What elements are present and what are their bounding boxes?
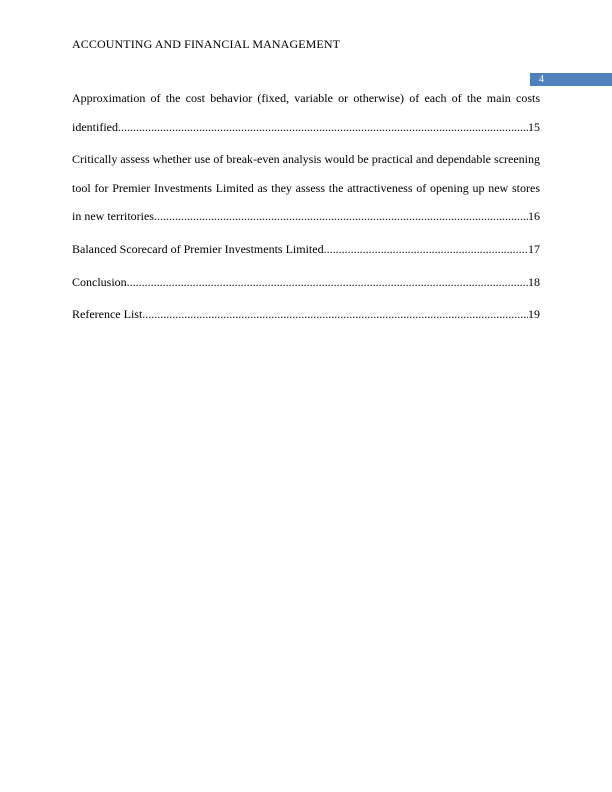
- toc-page-number: 16: [528, 209, 540, 224]
- dot-leader: [154, 202, 528, 231]
- toc-entry-text-line: Balanced Scorecard of Premier Investments Limited: [72, 241, 324, 256]
- toc-entry-text-line: Reference List: [72, 307, 143, 322]
- toc-entry-leader-line: [72, 235, 540, 264]
- toc-entry-balanced-scorecard[interactable]: [72, 235, 540, 264]
- toc-entry-text-line: tool for Premier Investments Limited as they assess the attractiveness of opening up new stores: [72, 180, 540, 195]
- toc-page-number: 15: [528, 119, 540, 134]
- toc-entry-reference-list[interactable]: [72, 300, 540, 329]
- toc-page-number: 17: [528, 241, 540, 256]
- toc-entry-text-line: Approximation of the cost behavior (fixed, variable or otherwise) of each of the main costs: [72, 91, 540, 105]
- dot-leader: [142, 300, 528, 329]
- page-number: 4: [539, 74, 544, 85]
- toc-entry-cost-behavior[interactable]: [72, 84, 540, 141]
- table-of-contents: [72, 84, 540, 329]
- toc-entry-text-line: identified: [72, 119, 118, 134]
- toc-entry-text-line: Conclusion: [72, 274, 127, 289]
- page-number-tab: [530, 73, 612, 86]
- toc-entry-leader-line: [72, 202, 540, 231]
- toc-page-number: 19: [528, 307, 540, 322]
- dot-leader: [118, 113, 528, 142]
- toc-entry-text-line: in new territories: [72, 209, 154, 224]
- toc-entry-leader-line: [72, 113, 540, 142]
- toc-entry-leader-line: [72, 268, 540, 297]
- dot-leader: [324, 235, 528, 264]
- toc-entry-text-line: Critically assess whether use of break-even analysis would be practical and dependable screening: [72, 152, 540, 167]
- toc-entry-leader-line: [72, 300, 540, 329]
- toc-page-number: 18: [528, 274, 540, 289]
- dot-leader: [127, 268, 528, 297]
- toc-entry-break-even-analysis[interactable]: [72, 145, 540, 231]
- running-header-title: ACCOUNTING AND FINANCIAL MANAGEMENT: [72, 37, 341, 51]
- toc-entry-conclusion[interactable]: [72, 268, 540, 297]
